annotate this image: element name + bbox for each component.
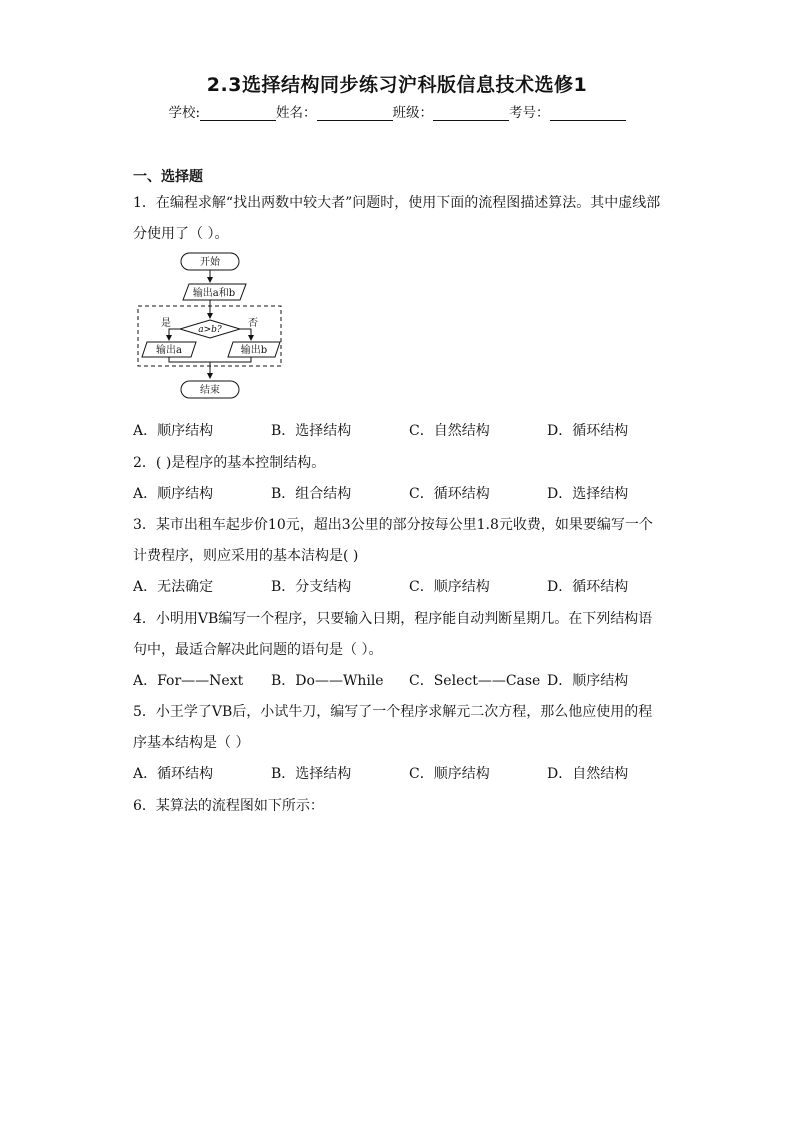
question-1-options	[133, 420, 673, 440]
question-1-option-c[interactable]: C．自然结构	[409, 423, 490, 439]
student-info-line	[0, 101, 794, 121]
question-4-option-b[interactable]: B．Do——While	[271, 673, 384, 689]
flow-input-text: 输出a和b	[192, 288, 236, 299]
id-blank[interactable]	[550, 105, 626, 121]
question-4-line-2: 句中，最适合解决此问题的语句是（ ）。	[133, 642, 383, 658]
question-1-option-b[interactable]: B．选择结构	[271, 423, 352, 439]
flow-output-a-text: 输出a	[156, 345, 182, 356]
id-label: 考号：	[509, 105, 550, 121]
school-blank[interactable]	[200, 105, 276, 121]
question-5-option-a[interactable]: A．循环结构	[133, 766, 214, 782]
question-5-option-d[interactable]: D．自然结构	[547, 766, 629, 782]
question-2-option-a[interactable]: A．顺序结构	[133, 486, 214, 502]
question-5-options	[133, 763, 673, 783]
name-blank[interactable]	[317, 105, 393, 121]
question-2-line-1: 2．( )是程序的基本控制结构。	[133, 455, 326, 471]
question-5-option-b[interactable]: B．选择结构	[271, 766, 352, 782]
question-3-line-1: 3．某市出租车起步价10元，超出3公里的部分按每公里1.8元收费，如果要编写一个	[133, 517, 653, 533]
question-3-line-2: 计费程序，则应采用的基本洁构是( )	[133, 548, 359, 564]
name-label: 姓名：	[276, 105, 317, 121]
question-2-option-d[interactable]: D．选择结构	[547, 486, 629, 502]
flow-no-label: 否	[248, 318, 258, 329]
question-2-options	[133, 483, 673, 503]
question-3-option-a[interactable]: A．无法确定	[133, 579, 214, 595]
question-1-line-2: 分使用了（ ）。	[133, 226, 229, 242]
school-label: 学校:	[168, 105, 201, 121]
question-4-line-1: 4．小明用VB编写一个程序，只要输入日期，程序能自动判断星期几。在下列结构语	[133, 611, 653, 627]
question-5-line-2: 序基本结构是（ ）	[133, 735, 250, 751]
class-label: 班级：	[392, 105, 434, 121]
flow-yes-label: 是	[161, 318, 171, 329]
flow-output-b-text: 输出b	[240, 345, 268, 356]
flow-end-text: 结束	[200, 385, 220, 396]
page-title: 2.3选择结构同步练习沪科版信息技术选修1	[206, 74, 588, 96]
flow-condition-text: a>b?	[198, 325, 222, 335]
question-2-option-b[interactable]: B．组合结构	[271, 486, 352, 502]
question-4-option-c[interactable]: C．Select——Case	[409, 673, 541, 689]
question-4-options	[133, 670, 673, 690]
flowchart-diagram	[133, 250, 288, 402]
question-5-line-1: 5．小王学了VB后，小试牛刀，编写了一个程序求解元二次方程，那么他应使用的程	[133, 704, 653, 720]
question-3-option-d[interactable]: D．循环结构	[547, 579, 629, 595]
question-3-options	[133, 576, 673, 596]
question-6-line-1: 6．某算法的流程图如下所示：	[133, 798, 324, 814]
question-3-option-c[interactable]: C．顺序结构	[409, 579, 490, 595]
class-blank[interactable]	[433, 105, 509, 121]
question-2-option-c[interactable]: C．循环结构	[409, 486, 490, 502]
question-5-option-c[interactable]: C．顺序结构	[409, 766, 490, 782]
section-heading: 一、选择题	[133, 169, 203, 185]
question-4-option-d[interactable]: D．顺序结构	[547, 673, 629, 689]
question-3-option-b[interactable]: B．分支结构	[271, 579, 352, 595]
question-1-line-1: 1．在编程求解“找出两数中较大者”问题时，使用下面的流程图描述算法。其中虚线部	[133, 195, 661, 211]
question-1-option-d[interactable]: D．循环结构	[547, 423, 629, 439]
flow-start-text: 开始	[200, 257, 220, 268]
question-1-option-a[interactable]: A．顺序结构	[133, 423, 214, 439]
question-4-option-a[interactable]: A．For——Next	[133, 673, 244, 689]
